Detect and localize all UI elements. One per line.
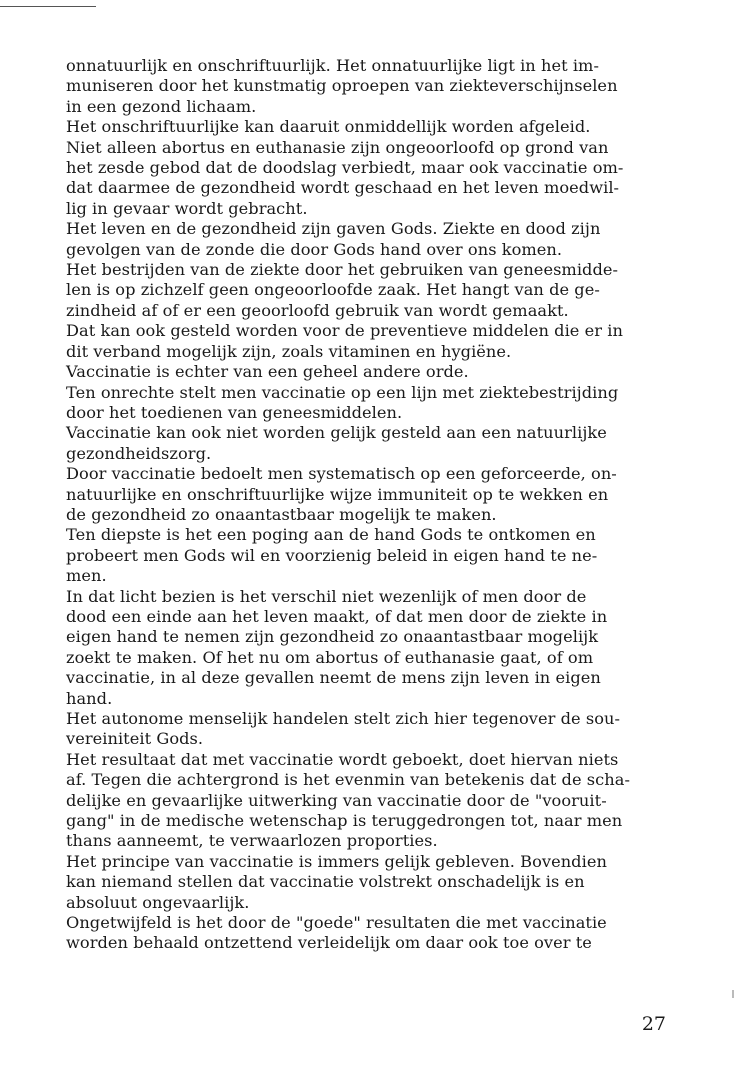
text-line: Ten diepste is het een poging aan de hand Gods te ontkomen en — [66, 525, 596, 545]
text-line: dit verband mogelijk zijn, zoals vitaminen en hygiëne. — [66, 341, 512, 361]
text-line: Het resultaat dat met vaccinatie wordt geboekt, doet hiervan niets — [66, 749, 619, 769]
text-line: Dat kan ook gesteld worden voor de preventieve middelen die er in — [66, 321, 623, 341]
text-line: Het bestrijden van de ziekte door het gebruiken van geneesmidde- — [66, 260, 619, 280]
text-line: zoekt te maken. Of het nu om abortus of euthanasie gaat, of om — [66, 647, 594, 667]
text-line: de gezondheid zo onaantastbaar mogelijk te maken. — [66, 504, 497, 524]
text-line: gang" in de medische wetenschap is teruggedrongen tot, naar men — [66, 811, 623, 831]
text-line: zindheid af of er een geoorloofd gebruik van wordt gemaakt. — [66, 300, 569, 320]
text-line: Het onschriftuurlijke kan daaruit onmiddellijk worden afgeleid. — [66, 117, 591, 137]
text-line: Het leven en de gezondheid zijn gaven Gods. Ziekte en dood zijn — [66, 219, 601, 239]
text-line: Het autonome menselijk handelen stelt zich hier tegenover de sou- — [66, 709, 620, 728]
text-line: kan niemand stellen dat vaccinatie volstrekt onschadelijk is en — [66, 872, 585, 892]
text-line: het zesde gebod dat de doodslag verbiedt, maar ook vaccinatie om- — [66, 158, 624, 178]
text-line: delijke en gevaarlijke uitwerking van vaccinatie door de "vooruit- — [66, 790, 607, 810]
text-line: in een gezond lichaam. — [66, 96, 257, 116]
text-line: gevolgen van de zonde die door Gods hand over ons komen. — [66, 239, 563, 259]
text-line: Door vaccinatie bedoelt men systematisch op een geforceerde, on- — [66, 464, 617, 484]
text-line: In dat licht bezien is het verschil niet wezenlijk of men door de — [66, 586, 587, 606]
text-line: Ten onrechte stelt men vaccinatie op een lijn met ziektebestrijding — [66, 382, 619, 402]
text-line: eigen hand te nemen zijn gezondheid zo onaantastbaar mogelijk — [66, 627, 599, 647]
text-line: Het principe van vaccinatie is immers gelijk gebleven. Bovendien — [66, 851, 607, 871]
text-line: Niet alleen abortus en euthanasie zijn ongeoorloofd op grond van — [66, 137, 609, 157]
text-line: probeert men Gods wil en voorzienig beleid in eigen hand te ne- — [66, 545, 598, 565]
body-text — [66, 56, 678, 954]
page-number: 27 — [641, 1013, 666, 1035]
text-line: absoluut ongevaarlijk. — [66, 892, 250, 912]
text-line: lig in gevaar wordt gebracht. — [66, 198, 308, 218]
text-line: Vaccinatie kan ook niet worden gelijk gesteld aan een natuurlijke — [66, 423, 607, 443]
text-line: dood een einde aan het leven maakt, of dat men door de ziekte in — [66, 606, 608, 626]
text-line: muniseren door het kunstmatig oproepen van ziekteverschijnselen — [66, 76, 618, 96]
text-line: gezondheidszorg. — [66, 443, 212, 463]
text-line: hand. — [66, 688, 113, 708]
text-line: worden behaald ontzettend verleidelijk om daar ook toe over te — [66, 933, 592, 953]
text-line: Vaccinatie is echter van een geheel andere orde. — [66, 362, 469, 382]
text-line: len is op zichzelf geen ongeoorloofde zaak. Het hangt van de ge- — [66, 280, 600, 300]
text-line: af. Tegen die achtergrond is het evenmin van betekenis dat de scha- — [66, 770, 630, 790]
text-line: Ongetwijfeld is het door de "goede" resultaten die met vaccinatie — [66, 913, 607, 933]
scan-edge-mark — [732, 990, 734, 998]
text-line: natuurlijke en onschriftuurlijke wijze immuniteit op te wekken en — [66, 484, 609, 504]
text-line: door het toedienen van geneesmiddelen. — [66, 402, 403, 422]
text-line: vereiniteit Gods. — [66, 729, 204, 749]
text-line: onnatuurlijk en onschriftuurlijk. Het onnatuurlijke ligt in het im- — [66, 56, 599, 75]
text-line: thans aanneemt, te verwaarlozen proporties. — [66, 831, 438, 851]
text-line: men. — [66, 566, 107, 586]
text-line: vaccinatie, in al deze gevallen neemt de mens zijn leven in eigen — [66, 668, 601, 688]
text-line: dat daarmee de gezondheid wordt geschaad en het leven moedwil- — [66, 178, 620, 198]
top-rule — [0, 6, 96, 7]
